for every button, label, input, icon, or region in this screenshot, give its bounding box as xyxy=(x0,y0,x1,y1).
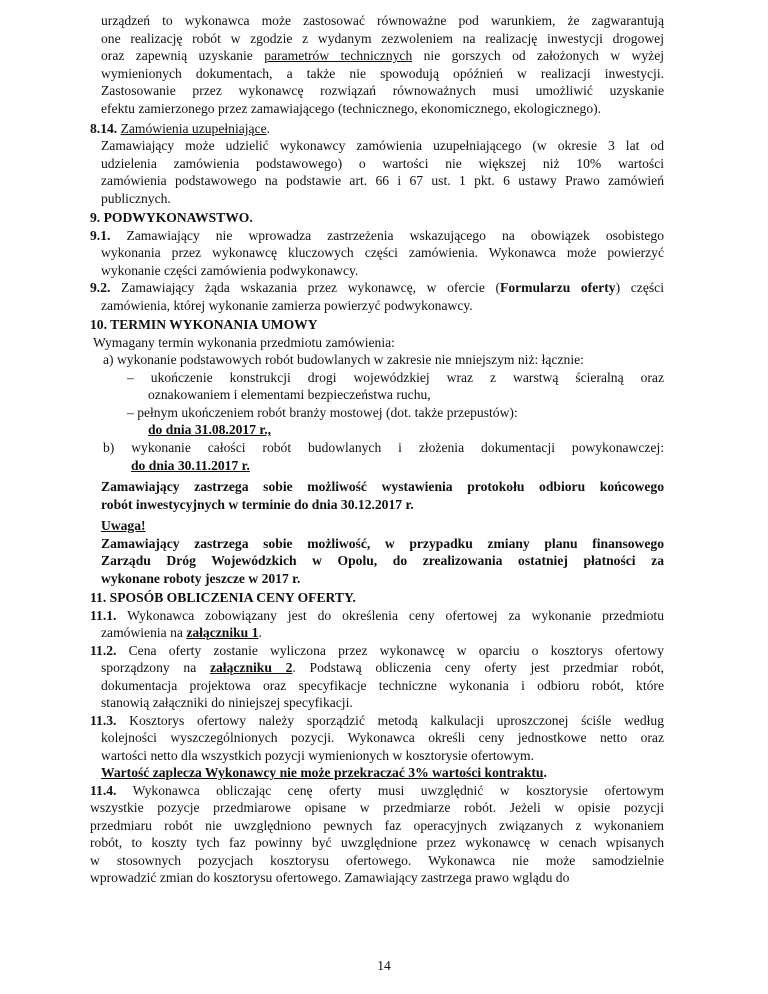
text-line: Zarządu Dróg Wojewódzkich w Opolu, do zrealizowania ostatniej płatności za xyxy=(101,553,664,568)
deadline-date: do dnia 30.11.2017 r. xyxy=(131,458,250,473)
text-line: wykonania przez wykonawcę kluczowych części zamówienia. Wykonawca może powierzyć xyxy=(101,245,664,260)
text-line: Zastosowanie przez wykonawcę rozwiązań równoważnych musi umożliwić uzyskanie xyxy=(101,83,664,98)
text-line: a) wykonanie podstawowych robót budowlanych w zakresie nie mniejszym niż: łącznie: xyxy=(103,352,584,367)
section-heading-8-14: 8.14. Zamówienia uzupełniające. xyxy=(90,121,271,136)
text-line: 11.2. Cena oferty zostanie wyliczona przez wykonawcę w oparciu o kosztorys ofertowy xyxy=(90,643,664,658)
text-line: wykonanie części zamówienia podwykonawcy. xyxy=(101,263,359,278)
note-label: Uwaga! xyxy=(101,518,146,533)
text-line: oznakowaniem i elementami bezpieczeństwa ruchu, xyxy=(148,387,431,402)
text-line: robót inwestycyjnych w terminie do dnia 30.12.2017 r. xyxy=(101,497,414,512)
text-line: dokumentacja projektowa oraz specyfikacje techniczne wykonania i odbioru robót, które xyxy=(101,678,664,693)
text-line: zamówienia podstawowego na podstawie art. 66 i 67 ust. 1 pkt. 6 ustawy Prawo zamówień xyxy=(101,173,664,188)
text-line: wszystkie pozycje przedmiarowe opisane w przedmiarze robót. Jeżeli w opisie pozycji xyxy=(90,800,664,815)
text-line: zamówienia, której wykonanie zamierza powierzyć podwykonawcy. xyxy=(101,298,473,313)
text-line: wprowadzić zmian do kosztorysu ofertowego. Zamawiający zastrzega prawo wglądu do xyxy=(90,870,570,885)
page-number: 14 xyxy=(377,958,391,973)
list-item: – pełnym ukończeniem robót branży mostowej (dot. także przepustów): xyxy=(127,405,518,420)
text-line: urządzeń to wykonawca może zastosować równoważne pod warunkiem, że zagwarantują xyxy=(101,13,664,28)
text-line: sporządzony na załączniku 2. Podstawą obliczenia ceny oferty jest przedmiar robót, xyxy=(101,660,664,675)
text-line: Wartość zaplecza Wykonawcy nie może przekraczać 3% wartości kontraktu. xyxy=(101,765,547,780)
deadline-date: do dnia 31.08.2017 r., xyxy=(148,422,272,437)
text-line: wymienionych dokumentach, a także nie spowodują opóźnień w realizacji inwestycji. xyxy=(101,66,664,81)
text-line: Wymagany termin wykonania przedmiotu zamówienia: xyxy=(93,335,395,350)
text-line: wartości netto dla wszystkich pozycji wymienionych w kosztorysie ofertowym. xyxy=(101,748,535,763)
text-line: udzielenia zamówienia podstawowego) o wartości nie większej niż 10% wartości xyxy=(101,156,664,171)
text-line: 9.1. Zamawiający nie wprowadza zastrzeżenia wskazującego na obowiązek osobistego xyxy=(90,228,664,243)
text-line: efektu zamierzonego przez zamawiającego (technicznego, ekonomicznego, ekologicznego). xyxy=(101,101,602,116)
text-line: 9.2. Zamawiający żąda wskazania przez wykonawcę, w ofercie (Formularzu oferty) części xyxy=(90,280,664,295)
text-line: w stosownych pozycjach kosztorysu ofertowego. Wykonawca nie może samodzielnie xyxy=(90,853,664,868)
text-line: 11.3. Kosztorys ofertowy należy sporządzić metodą kalkulacji uproszczonej ściśle według xyxy=(90,713,664,728)
list-item: – ukończenie konstrukcji drogi wojewódzkiej wraz z warstwą ścieralną oraz xyxy=(127,370,664,385)
text-line: stanowią załączniki do niniejszej specyfikacji. xyxy=(101,695,353,710)
text-line: Zamawiający zastrzega sobie możliwość, w przypadku zmiany planu finansowego xyxy=(101,536,664,551)
text-line: kolejności wyszczególnionych pozycji. Wykonawca określi ceny jednostkowe netto oraz xyxy=(101,730,664,745)
text-line: oraz zapewnią uzyskanie parametrów technicznych nie gorszych od założonych w wyżej xyxy=(101,48,664,63)
text-line: robót, to koszty tych faz powinny być uwzględnione przez wykonawcę w cenach wpisanych xyxy=(90,835,664,850)
section-heading-9: 9. PODWYKONAWSTWO. xyxy=(90,210,253,225)
text-line: publicznych. xyxy=(101,191,171,206)
text-line: 11.1. Wykonawca zobowiązany jest do określenia ceny ofertowej za wykonanie przedmiotu xyxy=(90,608,664,623)
section-heading-11: 11. SPOSÓB OBLICZENIA CENY OFERTY. xyxy=(90,590,356,605)
text-line: wykonane roboty jeszcze w 2017 r. xyxy=(101,571,301,586)
text-line: b) wykonanie całości robót budowlanych i złożenia dokumentacji powykonawczej: xyxy=(103,440,664,455)
text-line: przedmiaru robót nie uwzględniono pewnych faz operacyjnych związanych z wykonaniem xyxy=(90,818,664,833)
text-line: one realizację robót w zgodzie z wydanym zezwoleniem na realizację inwestycji drogowej xyxy=(101,31,664,46)
text-line: Zamawiający może udzielić wykonawcy zamówienia uzupełniającego (w okresie 3 lat od xyxy=(101,138,664,153)
text-line: 11.4. Wykonawca obliczając cenę oferty musi uwzględnić w kosztorysie ofertowym xyxy=(90,783,664,798)
underlined-term: parametrów technicznych xyxy=(264,48,413,63)
text-line: zamówienia na załączniku 1. xyxy=(101,625,262,640)
text-line: Zamawiający zastrzega sobie możliwość wystawienia protokołu odbioru końcowego xyxy=(101,479,664,494)
section-heading-10: 10. TERMIN WYKONANIA UMOWY xyxy=(90,317,318,332)
